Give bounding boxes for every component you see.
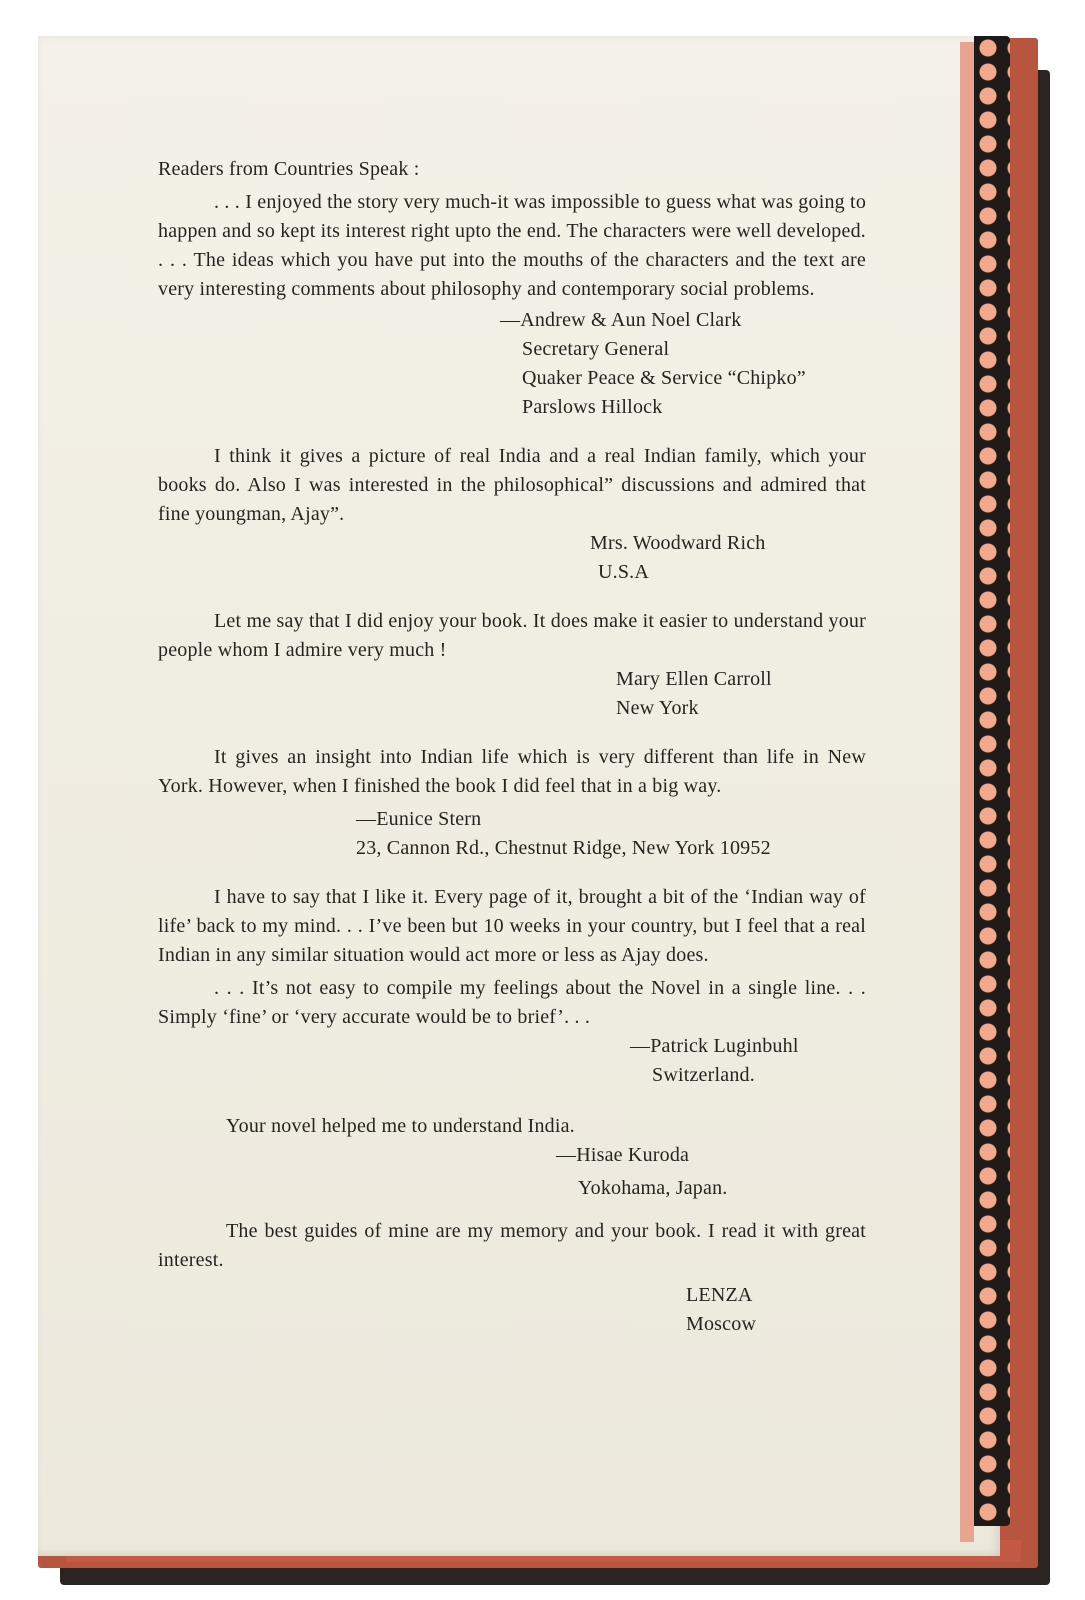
signature-line: New York — [616, 697, 699, 719]
signature-line: Mrs. Woodward Rich — [590, 532, 766, 554]
review-paragraph: I think it gives a picture of real India and a real Indian family, which your books do. Also I was interested in the philosophical” discussions and admired that fine youngman, Ajay”. — [158, 445, 866, 525]
review-signature — [556, 1141, 866, 1203]
signature-line: Yokohama, Japan. — [578, 1177, 728, 1199]
polka-dot-spine-band — [974, 36, 1010, 1526]
review-carroll — [158, 607, 866, 723]
signature-line: Parslows Hillock — [522, 396, 663, 418]
review-paragraph: Let me say that I did enjoy your book. It does make it easier to understand your people whom I admire very much ! — [158, 610, 866, 661]
signature-line: Secretary General — [522, 338, 670, 360]
signature-line: Quaker Peace & Service “Chipko” — [522, 367, 806, 389]
review-stern — [158, 743, 866, 863]
signature-line: —Hisae Kuroda — [556, 1144, 690, 1166]
review-rich — [158, 442, 866, 587]
review-paragraph: Your novel helped me to understand India. — [226, 1115, 575, 1137]
review-signature — [590, 529, 866, 587]
signature-line: —Andrew & Aun Noel Clark — [500, 309, 742, 331]
review-signature — [616, 665, 866, 723]
review-paragraph: . . . I enjoyed the story very much-it was impossible to guess what was going to happen and so kept its interest right upto the end. The characters were well developed. . . . The ideas which you have put into the mouths of the characters and the text are very interesting comments about philosophy and contemporary social problems. — [158, 191, 867, 300]
signature-line: Moscow — [686, 1313, 757, 1335]
review-lenza — [158, 1217, 866, 1339]
review-signature — [356, 805, 866, 863]
review-paragraph: I have to say that I like it. Every page of it, brought a bit of the ‘Indian way of life’ back to my mind. . . I’ve been but 10 weeks in your country, but I feel that a real Indian in any similar situation would act more or less as Ajay does. — [158, 886, 866, 966]
testimonials-block — [158, 155, 866, 1339]
signature-line: Mary Ellen Carroll — [616, 668, 772, 690]
signature-line: —Eunice Stern — [356, 808, 482, 830]
jacket-spine-edge — [960, 42, 974, 1542]
review-luginbuhl — [158, 883, 866, 1090]
signature-line: 23, Cannon Rd., Chestnut Ridge, New York 10952 — [356, 837, 771, 859]
review-kuroda — [158, 1112, 866, 1203]
testimonials-heading: Readers from Countries Speak : — [158, 158, 420, 180]
signature-line: —Patrick Luginbuhl — [630, 1035, 799, 1057]
review-paragraph: It gives an insight into Indian life which is very different than life in New York. However, when I finished the book I did feel that in a big way. — [158, 746, 866, 797]
review-clark — [158, 188, 866, 422]
review-paragraph: . . . It’s not easy to compile my feelings about the Novel in a single line. . . Simply ‘fine’ or ‘very accurate would be to brief’. . . — [158, 977, 866, 1028]
review-paragraph: The best guides of mine are my memory and your book. I read it with great interest. — [158, 1220, 866, 1271]
signature-line: LENZA — [686, 1284, 753, 1306]
signature-line: Switzerland. — [652, 1064, 755, 1086]
review-signature — [686, 1281, 866, 1339]
review-signature — [500, 306, 866, 422]
signature-line: U.S.A — [598, 561, 650, 583]
review-signature — [630, 1032, 866, 1090]
